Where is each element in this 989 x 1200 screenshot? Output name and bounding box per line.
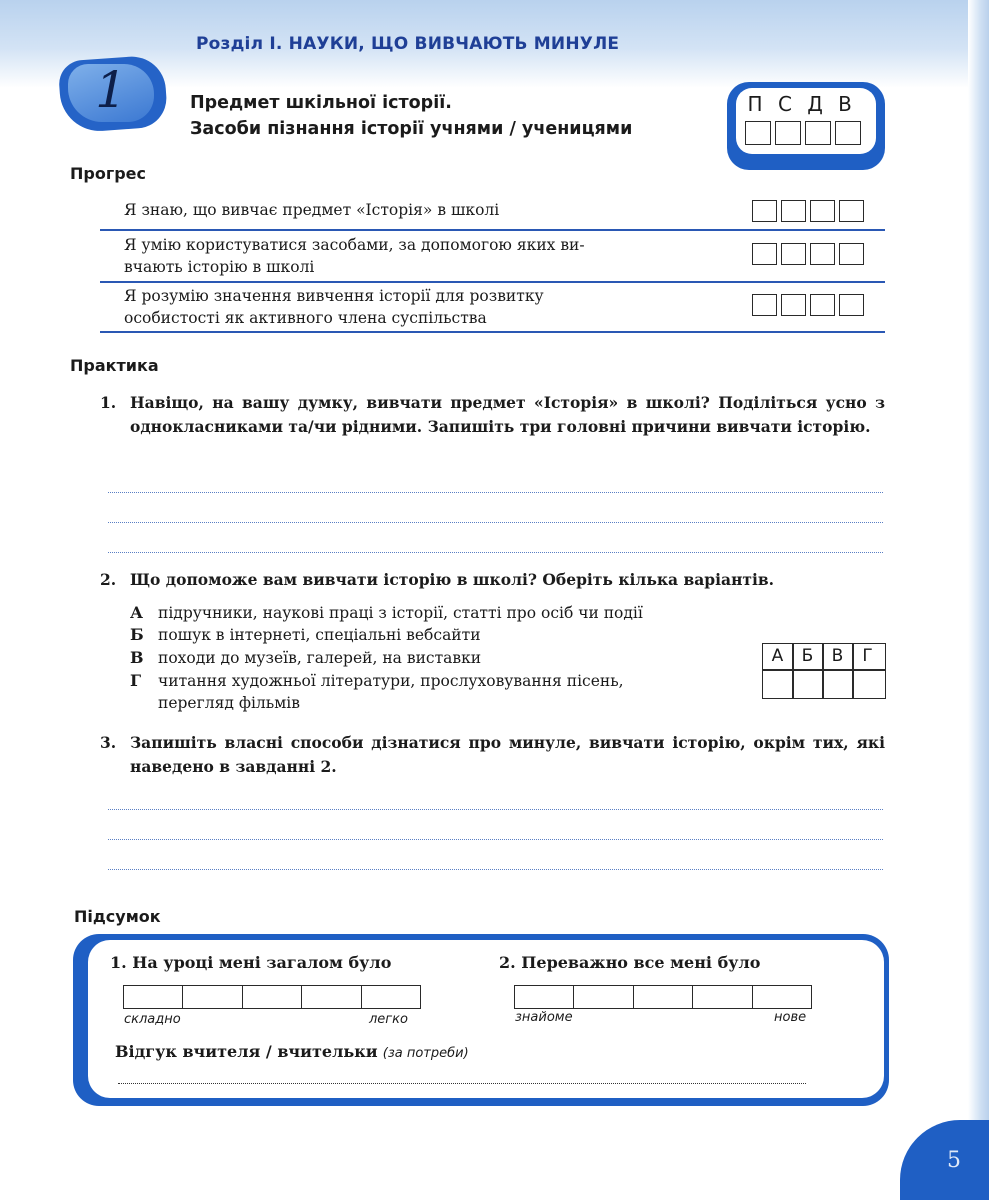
answer-line[interactable] <box>108 552 883 553</box>
scale-label-right: нове <box>774 1010 807 1025</box>
task-3-text: Запишіть власні способи дізнатися про минуле, вивчати історію, окрім тих, які наведено в завданні 2. <box>130 733 885 776</box>
scale-cell[interactable] <box>183 986 242 1008</box>
option-letter-g: Г <box>130 671 142 690</box>
lesson-title <box>190 90 632 142</box>
self-check-letter-d: Д <box>807 92 823 116</box>
progress-cell[interactable] <box>752 294 777 316</box>
self-check-letter-s: С <box>778 92 792 116</box>
lesson-number: 1 <box>95 61 127 119</box>
progress-divider <box>100 281 885 283</box>
self-check-cell[interactable] <box>805 121 831 145</box>
summary-question-1: 1. На уроці мені загалом було <box>110 953 392 972</box>
summary-heading: Підсумок <box>74 907 161 926</box>
scale-label-left: складно <box>124 1012 181 1027</box>
scale-cell[interactable] <box>362 986 420 1008</box>
progress-cell[interactable] <box>781 243 806 265</box>
progress-cell[interactable] <box>839 294 864 316</box>
scale-cell[interactable] <box>124 986 183 1008</box>
option-letter-v: В <box>130 648 144 667</box>
scale-cell[interactable] <box>753 986 811 1008</box>
familiarity-scale[interactable] <box>514 985 812 1009</box>
task-3-number: 3. <box>100 733 117 752</box>
option-text-b: пошук в інтернеті, спеціальні вебсайти <box>158 626 481 644</box>
progress-cell[interactable] <box>810 294 835 316</box>
task-1-text: Навіщо, на вашу думку, вивчати предмет «Історія» в школі? Поділіться усно з однокласниками та/чи рідними. Запишіть три головні причини вивчати історію. <box>130 393 885 436</box>
progress-cell[interactable] <box>839 200 864 222</box>
scale-cell[interactable] <box>693 986 752 1008</box>
scale-label-left: знайоме <box>515 1010 573 1025</box>
self-check-cell[interactable] <box>835 121 861 145</box>
scale-cell[interactable] <box>302 986 361 1008</box>
progress-item-2: Я умію користуватися засобами, за допомогою яких ви- вчають історію в школі <box>124 236 585 276</box>
page-edge-strip <box>968 0 989 1200</box>
lesson-title-line2: Засоби пізнання історії учнями / ученицями <box>190 119 633 139</box>
answer-cell-v[interactable] <box>824 671 852 696</box>
progress-cell[interactable] <box>810 243 835 265</box>
answer-line[interactable] <box>108 522 883 523</box>
progress-cell[interactable] <box>781 294 806 316</box>
progress-item-3: Я розумію значення вивчення історії для розвитку особистості як активного члена суспільства <box>124 287 544 327</box>
answer-header-v: В <box>831 646 844 666</box>
difficulty-scale[interactable] <box>123 985 421 1009</box>
section-title: Розділ І. НАУКИ, ЩО ВИВЧАЮТЬ МИНУЛЕ <box>196 34 620 54</box>
option-letter-a: А <box>130 603 144 622</box>
progress-cell[interactable] <box>810 200 835 222</box>
teacher-feedback-line[interactable] <box>118 1083 806 1084</box>
self-check-cell[interactable] <box>745 121 771 145</box>
answer-header-g: Г <box>862 646 873 666</box>
answer-line[interactable] <box>108 492 883 493</box>
answer-line[interactable] <box>108 869 883 870</box>
answer-header-a: А <box>771 646 784 666</box>
option-letter-b: Б <box>130 625 144 644</box>
self-check-letter-p: П <box>747 92 763 116</box>
summary-question-2: 2. Переважно все мені було <box>499 953 761 972</box>
teacher-feedback-label: Відгук вчителя / вчительки (за потреби) <box>115 1042 469 1061</box>
answer-header-b: Б <box>801 646 814 666</box>
task-1-number: 1. <box>100 393 117 412</box>
answer-cell-a[interactable] <box>764 671 792 696</box>
lesson-title-line1: Предмет шкільної історії. <box>190 93 452 113</box>
progress-cell[interactable] <box>839 243 864 265</box>
answer-cell-b[interactable] <box>794 671 822 696</box>
self-check-cell[interactable] <box>775 121 801 145</box>
option-text-g: читання художньої літератури, прослуховування пісень, перегляд фільмів <box>158 672 624 712</box>
option-text-a: підручники, наукові праці з історії, статті про осіб чи події <box>158 604 643 622</box>
progress-divider <box>100 331 885 333</box>
progress-item-1: Я знаю, що вивчає предмет «Історія» в школі <box>124 201 500 219</box>
task-2-number: 2. <box>100 570 117 589</box>
scale-cell[interactable] <box>574 986 633 1008</box>
option-text-v: походи до музеїв, галерей, на виставки <box>158 649 482 667</box>
progress-cell[interactable] <box>752 243 777 265</box>
answer-line[interactable] <box>108 839 883 840</box>
scale-cell[interactable] <box>634 986 693 1008</box>
scale-cell[interactable] <box>515 986 574 1008</box>
scale-cell[interactable] <box>243 986 302 1008</box>
scale-label-right: легко <box>369 1012 408 1027</box>
answer-cell-g[interactable] <box>854 671 882 696</box>
practice-heading: Практика <box>70 356 159 375</box>
progress-cell[interactable] <box>752 200 777 222</box>
progress-divider <box>100 229 885 231</box>
self-check-letter-v: В <box>838 92 852 116</box>
answer-line[interactable] <box>108 809 883 810</box>
progress-heading: Прогрес <box>70 164 146 183</box>
task-2-text: Що допоможе вам вивчати історію в школі? Оберіть кілька варіантів. <box>130 570 775 589</box>
progress-cell[interactable] <box>781 200 806 222</box>
page-number: 5 <box>947 1148 961 1173</box>
